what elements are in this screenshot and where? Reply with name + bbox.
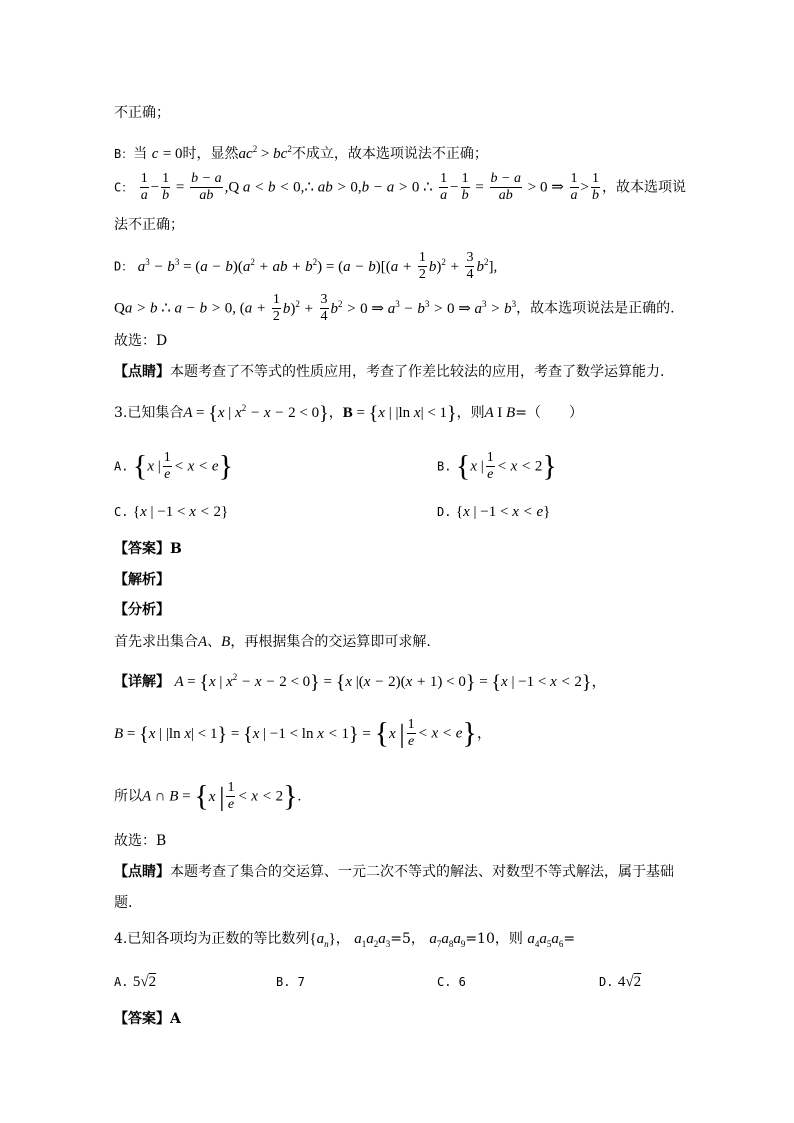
text-line-continuation: 不正确； [114, 105, 170, 121]
answer-q4: 【答案】A [114, 1011, 181, 1027]
option-d-explanation: D： $a^3 - b^3 = (a - b)(a^2$ + ab + $b^2) = (a - b)[(a$ + $\frac{1}{2}$ b)$^2$ + $\frac{3}{4}$ $b^2$], [114, 250, 498, 282]
detail-line-intersection: 所以A ∩ B = {x | $\frac{1}{e}$ < x < 2}. [114, 779, 302, 813]
q4-option-a: A. 5√2 [114, 974, 157, 990]
option-d-conclusion: Qa > b ∴ a − b > 0, (a + $\frac{1}{2}$ b)$^2$ + $\frac{3}{4}$ $b^2 > 0$ ⇒ $a^3 - b^3 > 0$ ⇒ $a^3 > b^3$，故本选项说法是正确的. [114, 292, 675, 324]
detail-line-a: 【详解】 A = {x | $x^2 - x - 2 < 0\} = \{x$ |(x − 2)(x + 1) < 0} = {x | −1 < x < 2}， [114, 671, 607, 694]
question-3-stem: 3.已知集合A = {x | $x^2 - x - 2 < 0$}，B = {x | |ln x| < 1}，则A I B=（ ） [114, 402, 583, 425]
option-b: B. {x | $\frac{1}{e}$ < x < 2} [437, 449, 557, 483]
option-c-explanation: C： $\frac{1}{a}$ − $\frac{1}{b}$ = $\frac{b - a}{ab}$ ,Q a < b < 0,∴ ab > 0,b − a > 0 ∴ $\frac{1}{a}$ − $\frac{1}{b}$ = $\frac{b - a}{ab}$ > 0 ⇒ $\frac{1}{a}$ > $\frac{1}{b}$ ，故本选项说 [114, 171, 686, 203]
fenxi-text: 首先求出集合A、B，再根据集合的交运算即可求解. [114, 634, 431, 650]
comment-q2: 【点睛】本题考查了不等式的性质应用，考查了作差比较法的应用，考查了数学运算能力. [114, 364, 665, 380]
detail-line-b: B = {x | |ln x| < 1} = {x | −1 < ln x < 1} = {x | $\frac{1}{e}$ < x < e}， [114, 716, 492, 750]
option-b-explanation: B：当 c = 0时，显然$ac^2 > bc^2$不成立，故本选项说法不正确； [114, 144, 488, 162]
option-d: D. {x | −1 < x < e} [437, 504, 551, 520]
q4-option-d: D. 4√2 [599, 974, 642, 990]
choice-q3: 故选：B [114, 833, 167, 849]
fenxi-tag: 【分析】 [114, 602, 170, 618]
choice-line: 故选：D [114, 333, 168, 349]
answer-q3: 【答案】B [114, 541, 182, 557]
option-c: C. {x | −1 < x < 2} [114, 504, 229, 520]
option-a: A. {x | $\frac{1}{e}$ < x < e} [114, 449, 233, 483]
question-4-stem: 4.已知各项均为正数的等比数列$\{a_n\}$， $a_1a_2a_3=5$， $a_7a_8a_9=10$，则 $a_4a_5a_6=$ [114, 931, 576, 949]
q4-option-c: C. 6 [437, 975, 466, 989]
analysis-tag: 【解析】 [114, 572, 170, 588]
comment-q3-line2: 题. [114, 895, 133, 911]
q4-option-b: B. 7 [276, 975, 305, 989]
comment-q3-line1: 【点睛】本题考查了集合的交运算、一元二次不等式的解法、对数型不等式解法，属于基础 [114, 864, 674, 880]
text-line-c-cont: 法不正确； [114, 217, 184, 233]
